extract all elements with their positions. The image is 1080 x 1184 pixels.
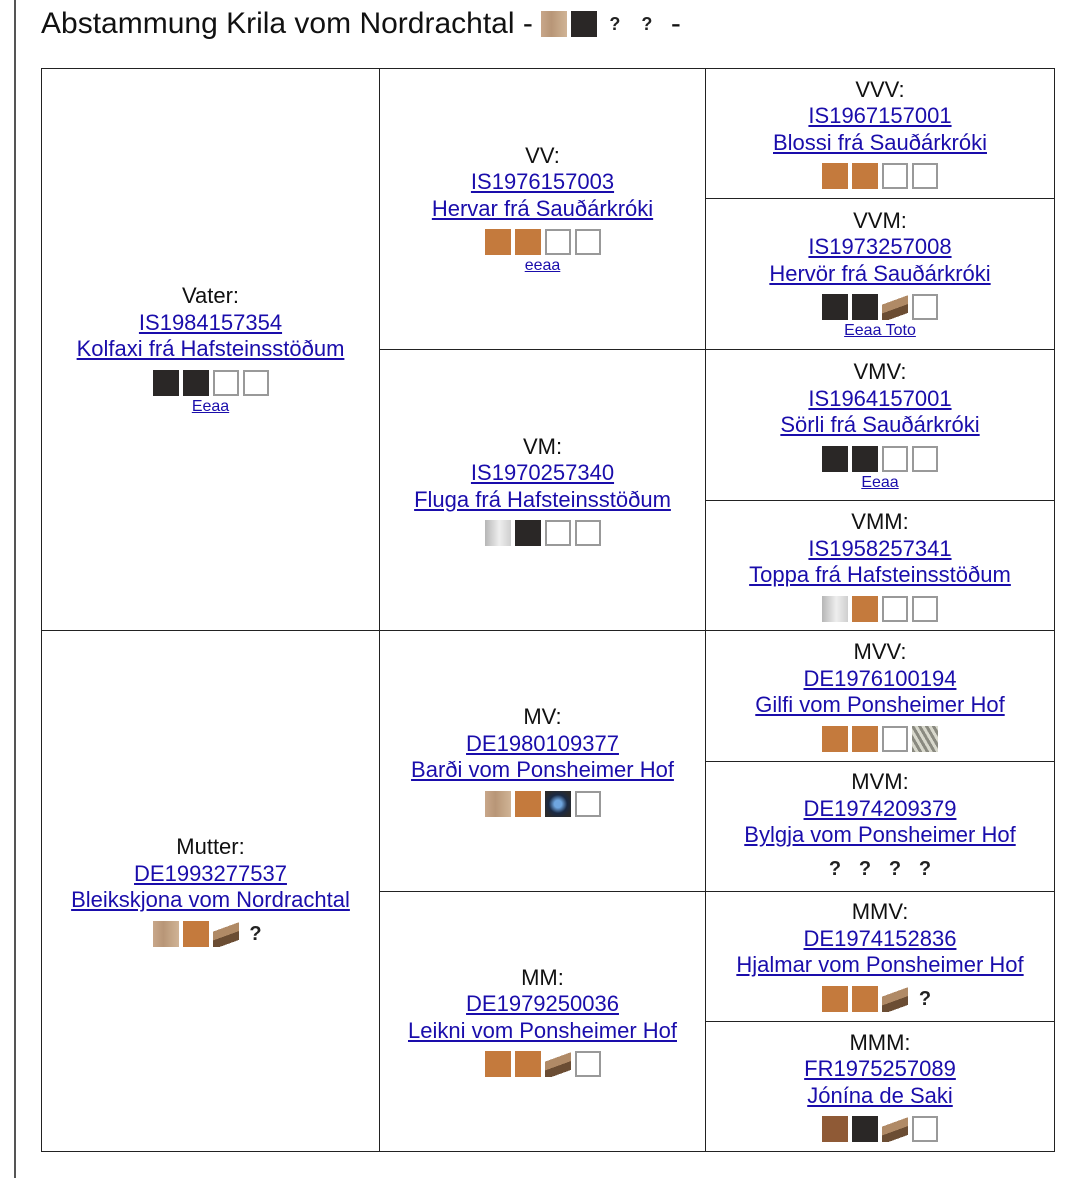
swatch-chestnut: [822, 163, 848, 189]
horse-name-link[interactable]: Blossi frá Sauðárkróki: [773, 129, 987, 155]
swatch-dun: [485, 791, 511, 817]
cell-vmv: [706, 350, 1055, 501]
horse-id-link[interactable]: IS1976157003: [470, 169, 615, 195]
swatch-empty: [575, 229, 601, 255]
horse-name-link[interactable]: Hervar frá Sauðárkróki: [431, 195, 654, 221]
ancestor-label: VV:: [525, 142, 560, 168]
swatch-pinto: [882, 986, 908, 1012]
genotype-link[interactable]: Eeaa: [191, 397, 230, 415]
horse-name-link[interactable]: Toppa frá Hafsteinsstöðum: [749, 562, 1011, 588]
swatch-chestnut: [183, 921, 209, 947]
swatch-chestnut: [485, 229, 511, 255]
horse-id-link[interactable]: IS1964157001: [808, 385, 952, 411]
horse-id-link[interactable]: DE1979250036: [466, 991, 619, 1017]
color-swatches: [380, 519, 705, 547]
horse-id-link[interactable]: DE1980109377: [466, 730, 619, 756]
genotype-link[interactable]: eeaa: [524, 257, 561, 275]
horse-name-link[interactable]: Hervör frá Sauðárkróki: [769, 260, 991, 286]
swatch-black: [852, 294, 878, 320]
cell-mm: [380, 891, 706, 1151]
swatch-dun: [153, 921, 179, 947]
horse-id-link[interactable]: DE1974152836: [803, 925, 957, 951]
swatch-blueeye: [545, 791, 571, 817]
color-swatches: [706, 725, 1054, 753]
ancestor-label: VVV:: [855, 76, 905, 102]
swatch-unknown: ?: [918, 857, 932, 880]
title-suffix: -: [670, 7, 681, 40]
ancestor-label: VM:: [522, 433, 563, 459]
swatch-pinto: [882, 294, 908, 320]
cell-sire: [42, 69, 380, 631]
pedigree-table: [41, 68, 1055, 1152]
ancestor-label: MM:: [521, 964, 564, 990]
swatch-empty: [882, 163, 908, 189]
horse-name-link[interactable]: Sörli frá Sauðárkróki: [780, 412, 980, 438]
swatch-chestnut: [515, 1051, 541, 1077]
color-swatches: [706, 1115, 1054, 1143]
cell-mmm: [706, 1021, 1055, 1151]
swatch-chestnut: [485, 1051, 511, 1077]
swatch-empty: [912, 163, 938, 189]
page-title-text: Abstammung Krila vom Nordrachtal -: [41, 7, 533, 40]
ancestor-label: VMV:: [853, 359, 907, 385]
title-mark: ?: [641, 14, 653, 34]
horse-id-link[interactable]: DE1976100194: [803, 665, 957, 691]
swatch-empty: [882, 596, 908, 622]
swatch-empty: [912, 596, 938, 622]
ancestor-label: VMM:: [851, 509, 909, 535]
cell-vvv: [706, 69, 1055, 199]
color-swatches: [380, 1050, 705, 1078]
color-swatches: [380, 228, 705, 256]
horse-name-link[interactable]: Jónína de Saki: [807, 1082, 953, 1108]
color-swatches: [706, 445, 1054, 473]
ancestor-label: VVM:: [853, 207, 907, 233]
swatch-empty: [213, 370, 239, 396]
ancestor-label: MVV:: [853, 639, 907, 665]
swatch-pinto: [882, 1116, 908, 1142]
swatch-unknown: ?: [249, 922, 262, 945]
ancestor-label: MMM:: [849, 1029, 911, 1055]
color-swatches: [42, 920, 379, 948]
swatch-black: [515, 520, 541, 546]
genotype-link[interactable]: Eeaa Toto: [844, 322, 916, 340]
cell-mmv: [706, 891, 1055, 1021]
cell-vm: [380, 350, 706, 631]
horse-id-link[interactable]: IS1970257340: [470, 460, 615, 486]
color-swatches: [380, 790, 705, 818]
swatch-black: [183, 370, 209, 396]
swatch-chestnut: [515, 791, 541, 817]
horse-name-link[interactable]: Bylgja vom Ponsheimer Hof: [744, 822, 1016, 848]
swatch-pinto: [545, 1051, 571, 1077]
ancestor-label: MV:: [523, 704, 562, 730]
swatch-chestnut: [822, 986, 848, 1012]
swatch-pinto: [213, 921, 239, 947]
swatch-empty: [545, 520, 571, 546]
swatch-empty: [882, 726, 908, 752]
color-swatches: [42, 369, 379, 397]
page-title: [41, 4, 681, 44]
swatch-empty: [882, 446, 908, 472]
horse-id-link[interactable]: IS1958257341: [808, 535, 952, 561]
left-border-line: [14, 0, 16, 1178]
title-swatch-black: [571, 11, 597, 37]
swatch-black: [822, 294, 848, 320]
horse-name-link[interactable]: Hjalmar vom Ponsheimer Hof: [736, 952, 1024, 978]
swatch-black: [822, 446, 848, 472]
cell-mvv: [706, 631, 1055, 761]
horse-name-link[interactable]: Gilfi vom Ponsheimer Hof: [755, 692, 1005, 718]
cell-mvm: [706, 761, 1055, 891]
swatch-chestnut: [852, 163, 878, 189]
cell-mv: [380, 631, 706, 891]
color-swatches: [706, 162, 1054, 190]
horse-name-link[interactable]: Fluga frá Hafsteinsstöðum: [414, 486, 671, 512]
horse-id-link[interactable]: IS1984157354: [138, 309, 283, 335]
horse-id-link[interactable]: FR1975257089: [804, 1056, 956, 1082]
horse-id-link[interactable]: IS1973257008: [808, 234, 952, 260]
horse-id-link[interactable]: IS1967157001: [808, 103, 952, 129]
swatch-empty: [912, 294, 938, 320]
swatch-brown: [822, 1116, 848, 1142]
swatch-grey: [822, 596, 848, 622]
horse-name-link[interactable]: Leikni vom Ponsheimer Hof: [407, 1017, 677, 1043]
swatch-black: [153, 370, 179, 396]
color-swatches: [706, 855, 1054, 883]
cell-dam: [42, 631, 380, 1152]
color-swatches: [706, 595, 1054, 623]
swatch-empty: [243, 370, 269, 396]
cell-vv: [380, 69, 706, 350]
title-swatches: [541, 11, 661, 37]
ancestor-label: MMV:: [851, 899, 909, 925]
swatch-unknown: ?: [888, 857, 902, 880]
swatch-unknown: ?: [828, 857, 842, 880]
swatch-empty: [575, 1051, 601, 1077]
color-swatches: [706, 985, 1054, 1013]
title-swatch-dun: [541, 11, 567, 37]
cell-vmm: [706, 501, 1055, 631]
swatch-empty: [575, 791, 601, 817]
swatch-empty: [545, 229, 571, 255]
genotype-link[interactable]: Eeaa: [861, 473, 899, 491]
swatch-chestnut: [852, 726, 878, 752]
cell-vvm: [706, 199, 1055, 350]
swatch-black: [852, 446, 878, 472]
swatch-grey: [485, 520, 511, 546]
swatch-unknown: ?: [858, 857, 872, 880]
swatch-chestnut: [852, 986, 878, 1012]
swatch-black: [852, 1116, 878, 1142]
ancestor-label: MVM:: [851, 769, 909, 795]
horse-name-link[interactable]: Barði vom Ponsheimer Hof: [411, 757, 674, 783]
title-mark: ?: [609, 14, 621, 34]
horse-id-link[interactable]: DE1974209379: [803, 795, 957, 821]
swatch-roan: [912, 726, 938, 752]
swatch-empty: [912, 1116, 938, 1142]
swatch-chestnut: [852, 596, 878, 622]
horse-name-link[interactable]: Bleikskjona vom Nordrachtal: [71, 887, 350, 913]
swatch-empty: [575, 520, 601, 546]
ancestor-label: Mutter:: [176, 834, 245, 860]
color-swatches: [706, 293, 1054, 321]
swatch-empty: [912, 446, 938, 472]
horse-name-link[interactable]: Kolfaxi frá Hafsteinsstöðum: [76, 336, 345, 362]
swatch-chestnut: [822, 726, 848, 752]
ancestor-label: Vater:: [181, 283, 240, 309]
swatch-chestnut: [515, 229, 541, 255]
horse-id-link[interactable]: DE1993277537: [134, 860, 287, 886]
swatch-unknown: ?: [918, 987, 932, 1010]
